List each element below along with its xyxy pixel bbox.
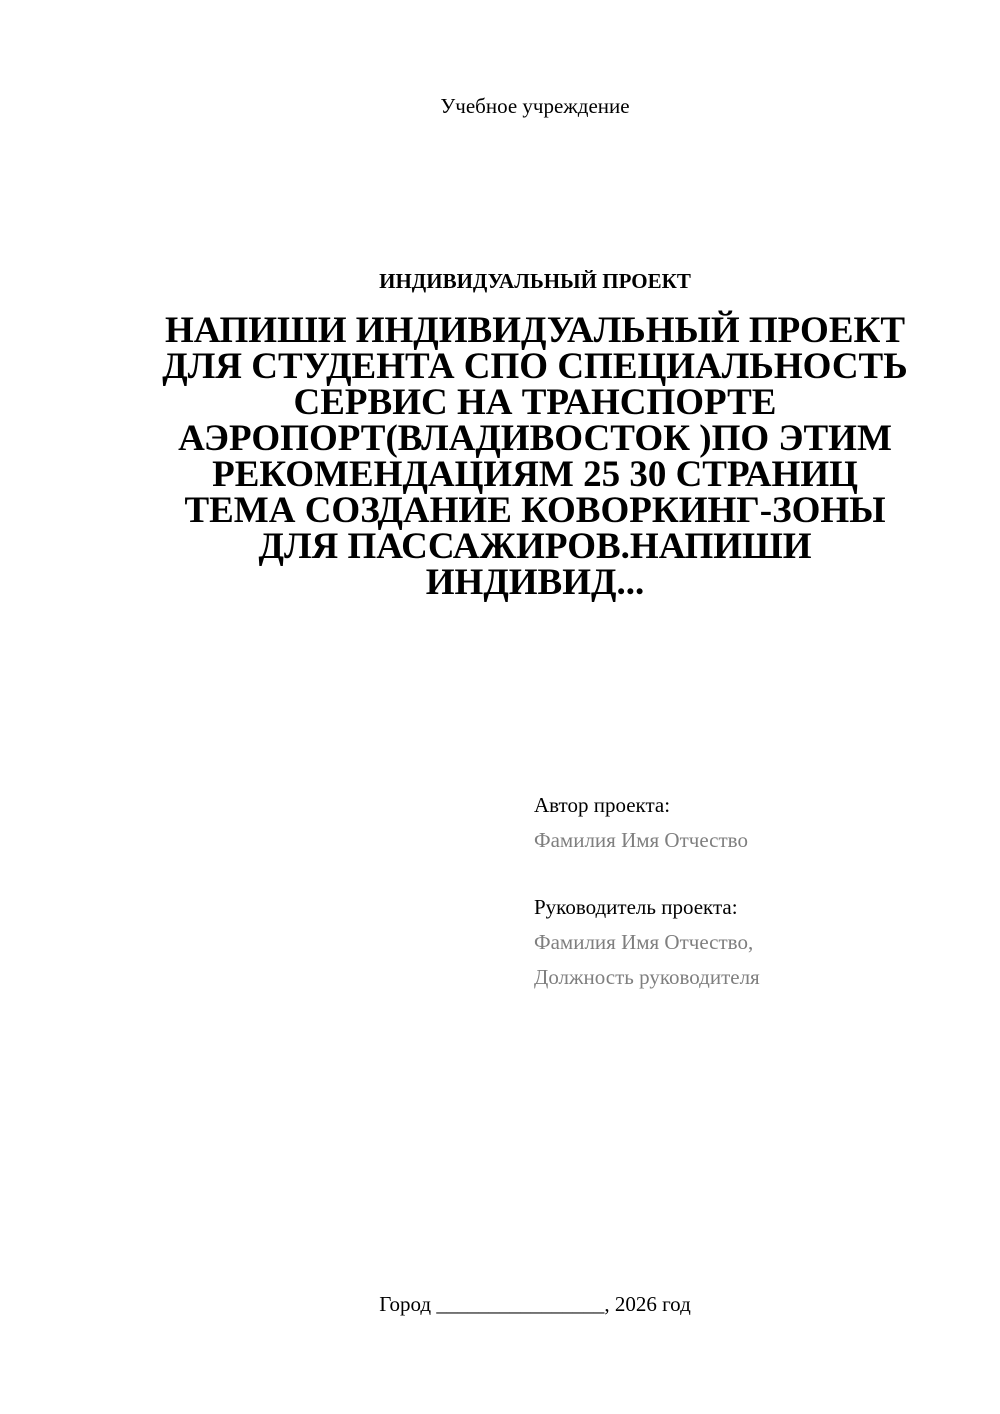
author-block xyxy=(534,788,954,858)
city-label: Город xyxy=(379,1292,432,1316)
supervisor-label: Руководитель проекта: xyxy=(534,895,738,919)
institution-name: Учебное учреждение xyxy=(440,94,630,118)
author-name: Фамилия Имя Отчество xyxy=(534,828,748,852)
city-year-line xyxy=(0,1290,1000,1318)
supervisor-name: Фамилия Имя Отчество, xyxy=(534,930,754,954)
city-blank-line: ________________ xyxy=(436,1292,605,1316)
author-label: Автор проекта: xyxy=(534,793,671,817)
project-topic-title: НАПИШИ ИНДИВИДУАЛЬНЫЙ ПРОЕКТ ДЛЯ СТУДЕНТА СПО СПЕЦИАЛЬНОСТЬ СЕРВИС НА ТРАНСПОРТЕ АЭРОПОРТ(ВЛАДИВОСТОК )ПО ЭТИМ РЕКОМЕНДАЦИЯМ 25 30 СТРАНИЦ ТЕМА СОЗДАНИЕ КОВОРКИНГ-ЗОНЫ ДЛЯ ПАССАЖИРОВ.НАПИШИ ИНДИВИД... xyxy=(162,310,908,603)
supervisor-block xyxy=(534,890,954,995)
credits-block xyxy=(534,788,954,995)
supervisor-position: Должность руководителя xyxy=(534,965,760,989)
year-text: , 2026 год xyxy=(604,1292,691,1316)
document-type: ИНДИВИДУАЛЬНЫЙ ПРОЕКТ xyxy=(379,269,691,293)
